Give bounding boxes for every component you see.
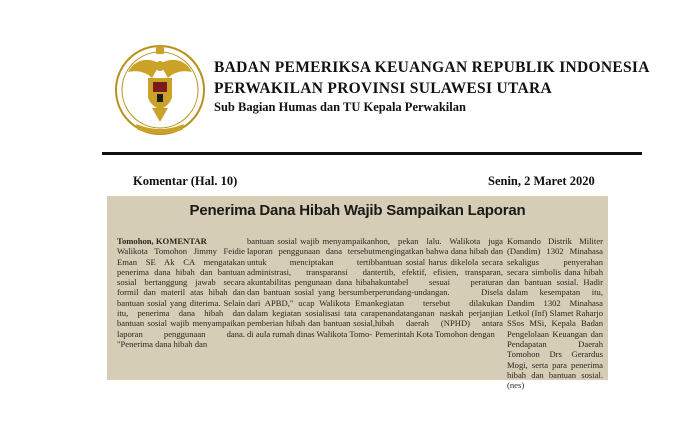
- article-text-2: bantuan sosial wajib menyampaikan laporan penggunaan dana tersebut untuk menciptakan tertib administrasi, transparansi dan akuntabilitas pengunaan dana hibah dan bantuan sosial yang bersumber dari APBD," ucap Walikota Eman dalam kegiatan sosialisasi tata cara pemberian hibah dan bantuan sosial, di aula rumah dinas Walikota Tomo-: [247, 236, 375, 339]
- organization-header: [214, 60, 650, 114]
- article-column-4: [507, 236, 603, 390]
- article-dateline: Tomohon, KOMENTAR: [117, 236, 207, 246]
- date-label: Senin, 2 Maret 2020: [488, 174, 595, 188]
- article-text-1: Walikota Tomohon Jimmy Feidie Eman SE Ak CA mengatakan penerima dana hibah dan bantuan sosial bertanggung jawab secara formil dan materil atas hibah dan bantuan sosial yang diterima. Selain itu, penerima dana hibah dan bantuan sosial wajib menyampaikan laporan penggunaan dana. "Penerima dana hibah dan: [117, 246, 245, 349]
- article-text-4: Komando Distrik Militer (Dandim) 1302 Minahasa sekaligus penyerahan secara simbolis dana hibah dan bantuan sosial. Hadir dalam kesempatan itu, Dandim 1302 Minahasa Letkol (Inf) Slamet Raharjo SSos MSi, Kepala Badan Pengelolaan Keuangan dan Pendapatan Daerah Tomohon Drs Gerardus Mogi, serta para penerima hibah dan bantuan sosial. (nes): [507, 236, 603, 391]
- article-column-2: [247, 236, 375, 339]
- garuda-emblem-icon: [112, 38, 208, 144]
- org-subdivision: Sub Bagian Humas dan TU Kepala Perwakilan: [214, 100, 466, 114]
- org-name: BADAN PEMERIKSA KEUANGAN REPUBLIK INDONESIA: [214, 59, 650, 76]
- article-text-3: hon, pekan lalu. Walikota juga mengingatkan bahwa dana hibah dan bantuan sosial harus dikelola secara tertib, efektif, efisien, transparan, akuntabel sesuai peraturan perundang-undangan. Disela kegiatan tersebut dilakukan penandatanganan naskah perjanjian hibah daerah (NPHD) antara Pemerintah Kota Tomohon dengan: [375, 236, 503, 339]
- org-branch: PERWAKILAN PROVINSI SULAWESI UTARA: [214, 79, 552, 97]
- header-divider: [102, 152, 642, 155]
- article-column-1: [117, 236, 245, 349]
- article-headline: Penerima Dana Hibah Wajib Sampaikan Laporan: [189, 202, 526, 219]
- newspaper-clipping: [107, 196, 608, 391]
- source-label: Komentar (Hal. 10): [133, 174, 238, 188]
- article-column-3: [375, 236, 503, 339]
